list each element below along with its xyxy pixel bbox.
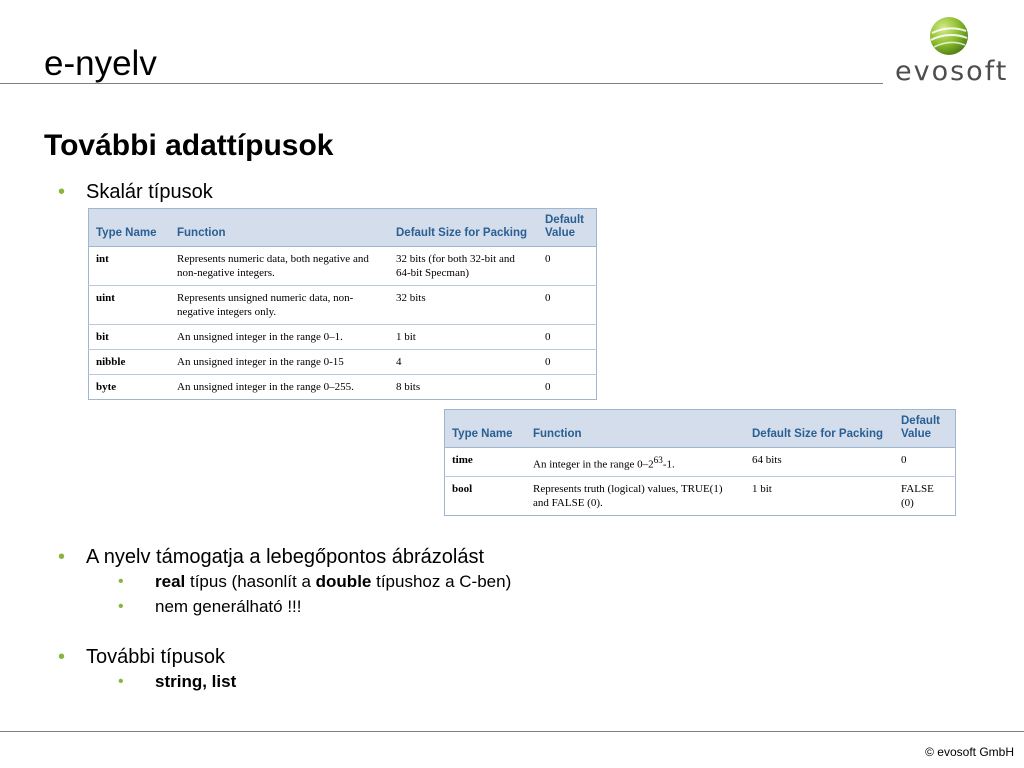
header-type-name: Type Name <box>445 410 527 448</box>
cell-type: byte <box>89 375 171 400</box>
table-header-row <box>445 410 956 448</box>
keyword-double: double <box>315 572 372 591</box>
text-segment: típus (hasonlít a <box>185 572 316 591</box>
header-divider <box>0 83 883 84</box>
slide-heading: További adattípusok <box>44 129 334 162</box>
keyword-real: real <box>155 572 186 591</box>
header-default-value: Default Value <box>894 410 956 448</box>
footer-divider <box>0 731 1024 732</box>
cell-value: 0 <box>538 286 597 325</box>
cell-function: Represents numeric data, both negative and non-negative integers. <box>170 247 389 286</box>
cell-function: An unsigned integer in the range 0–255. <box>170 375 389 400</box>
cell-size: 64 bits <box>745 448 894 477</box>
bullet-text: nem generálható !!! <box>155 597 302 616</box>
function-text: An integer in the range 0–2 <box>533 458 654 471</box>
cell-value: 0 <box>538 247 597 286</box>
cell-type: bit <box>89 325 171 350</box>
cell-type: time <box>445 448 527 477</box>
header-default-value: Default Value <box>538 209 597 247</box>
cell-value: 0 <box>538 375 597 400</box>
bullet-text <box>155 671 236 693</box>
bullet-text: További típusok <box>86 646 225 668</box>
cell-function: Represents truth (logical) values, TRUE(1) and FALSE (0). <box>526 476 745 515</box>
cell-type: nibble <box>89 350 171 375</box>
cell-size: 32 bits <box>389 286 538 325</box>
function-text-end: -1. <box>662 458 675 471</box>
table-row <box>89 325 597 350</box>
footer-copyright: © evosoft GmbH <box>925 745 1014 759</box>
cell-value: 0 <box>538 350 597 375</box>
cell-size: 32 bits (for both 32-bit and 64-bit Specman) <box>389 247 538 286</box>
cell-size: 1 bit <box>389 325 538 350</box>
cell-type: bool <box>445 476 527 515</box>
cell-function <box>526 448 745 477</box>
bullet-dot-icon: • <box>118 573 124 590</box>
header-default-size: Default Size for Packing <box>389 209 538 247</box>
bullet-text: A nyelv támogatja a lebegőpontos ábrázolást <box>86 546 485 568</box>
table-row <box>89 375 597 400</box>
cell-value: 0 <box>894 448 956 477</box>
table-row <box>445 476 956 515</box>
header-default-size: Default Size for Packing <box>745 410 894 448</box>
cell-function: Represents unsigned numeric data, non-negative integers only. <box>170 286 389 325</box>
bullet-dot-icon: • <box>58 646 66 668</box>
header-type-name: Type Name <box>89 209 171 247</box>
function-exponent: 63 <box>653 455 663 465</box>
cell-function: An unsigned integer in the range 0-15 <box>170 350 389 375</box>
header-function: Function <box>526 410 745 448</box>
evosoft-logo-text: evosoft <box>895 56 1009 87</box>
bullet-dot-icon: • <box>58 181 66 203</box>
cell-value: 0 <box>538 325 597 350</box>
cell-size: 4 <box>389 350 538 375</box>
evosoft-globe-icon <box>929 16 969 56</box>
bullet-dot-icon: • <box>118 598 124 615</box>
cell-type: int <box>89 247 171 286</box>
cell-type: uint <box>89 286 171 325</box>
time-bool-types-table <box>444 409 956 516</box>
bullet-dot-icon: • <box>58 546 66 568</box>
cell-size: 1 bit <box>745 476 894 515</box>
bullet-text: Skalár típusok <box>86 181 213 203</box>
table-header-row <box>89 209 597 247</box>
table-row <box>89 247 597 286</box>
header-function: Function <box>170 209 389 247</box>
cell-size: 8 bits <box>389 375 538 400</box>
bullet-dot-icon: • <box>118 673 124 690</box>
bullet-text <box>155 571 511 593</box>
cell-value: FALSE (0) <box>894 476 956 515</box>
table-row <box>445 448 956 477</box>
scalar-types-table <box>88 208 597 400</box>
page-title: e-nyelv <box>44 44 157 83</box>
keyword-string-list: string, list <box>155 672 237 691</box>
cell-function: An unsigned integer in the range 0–1. <box>170 325 389 350</box>
table-row <box>89 350 597 375</box>
table-row <box>89 286 597 325</box>
text-segment: típushoz a C-ben) <box>371 572 512 591</box>
